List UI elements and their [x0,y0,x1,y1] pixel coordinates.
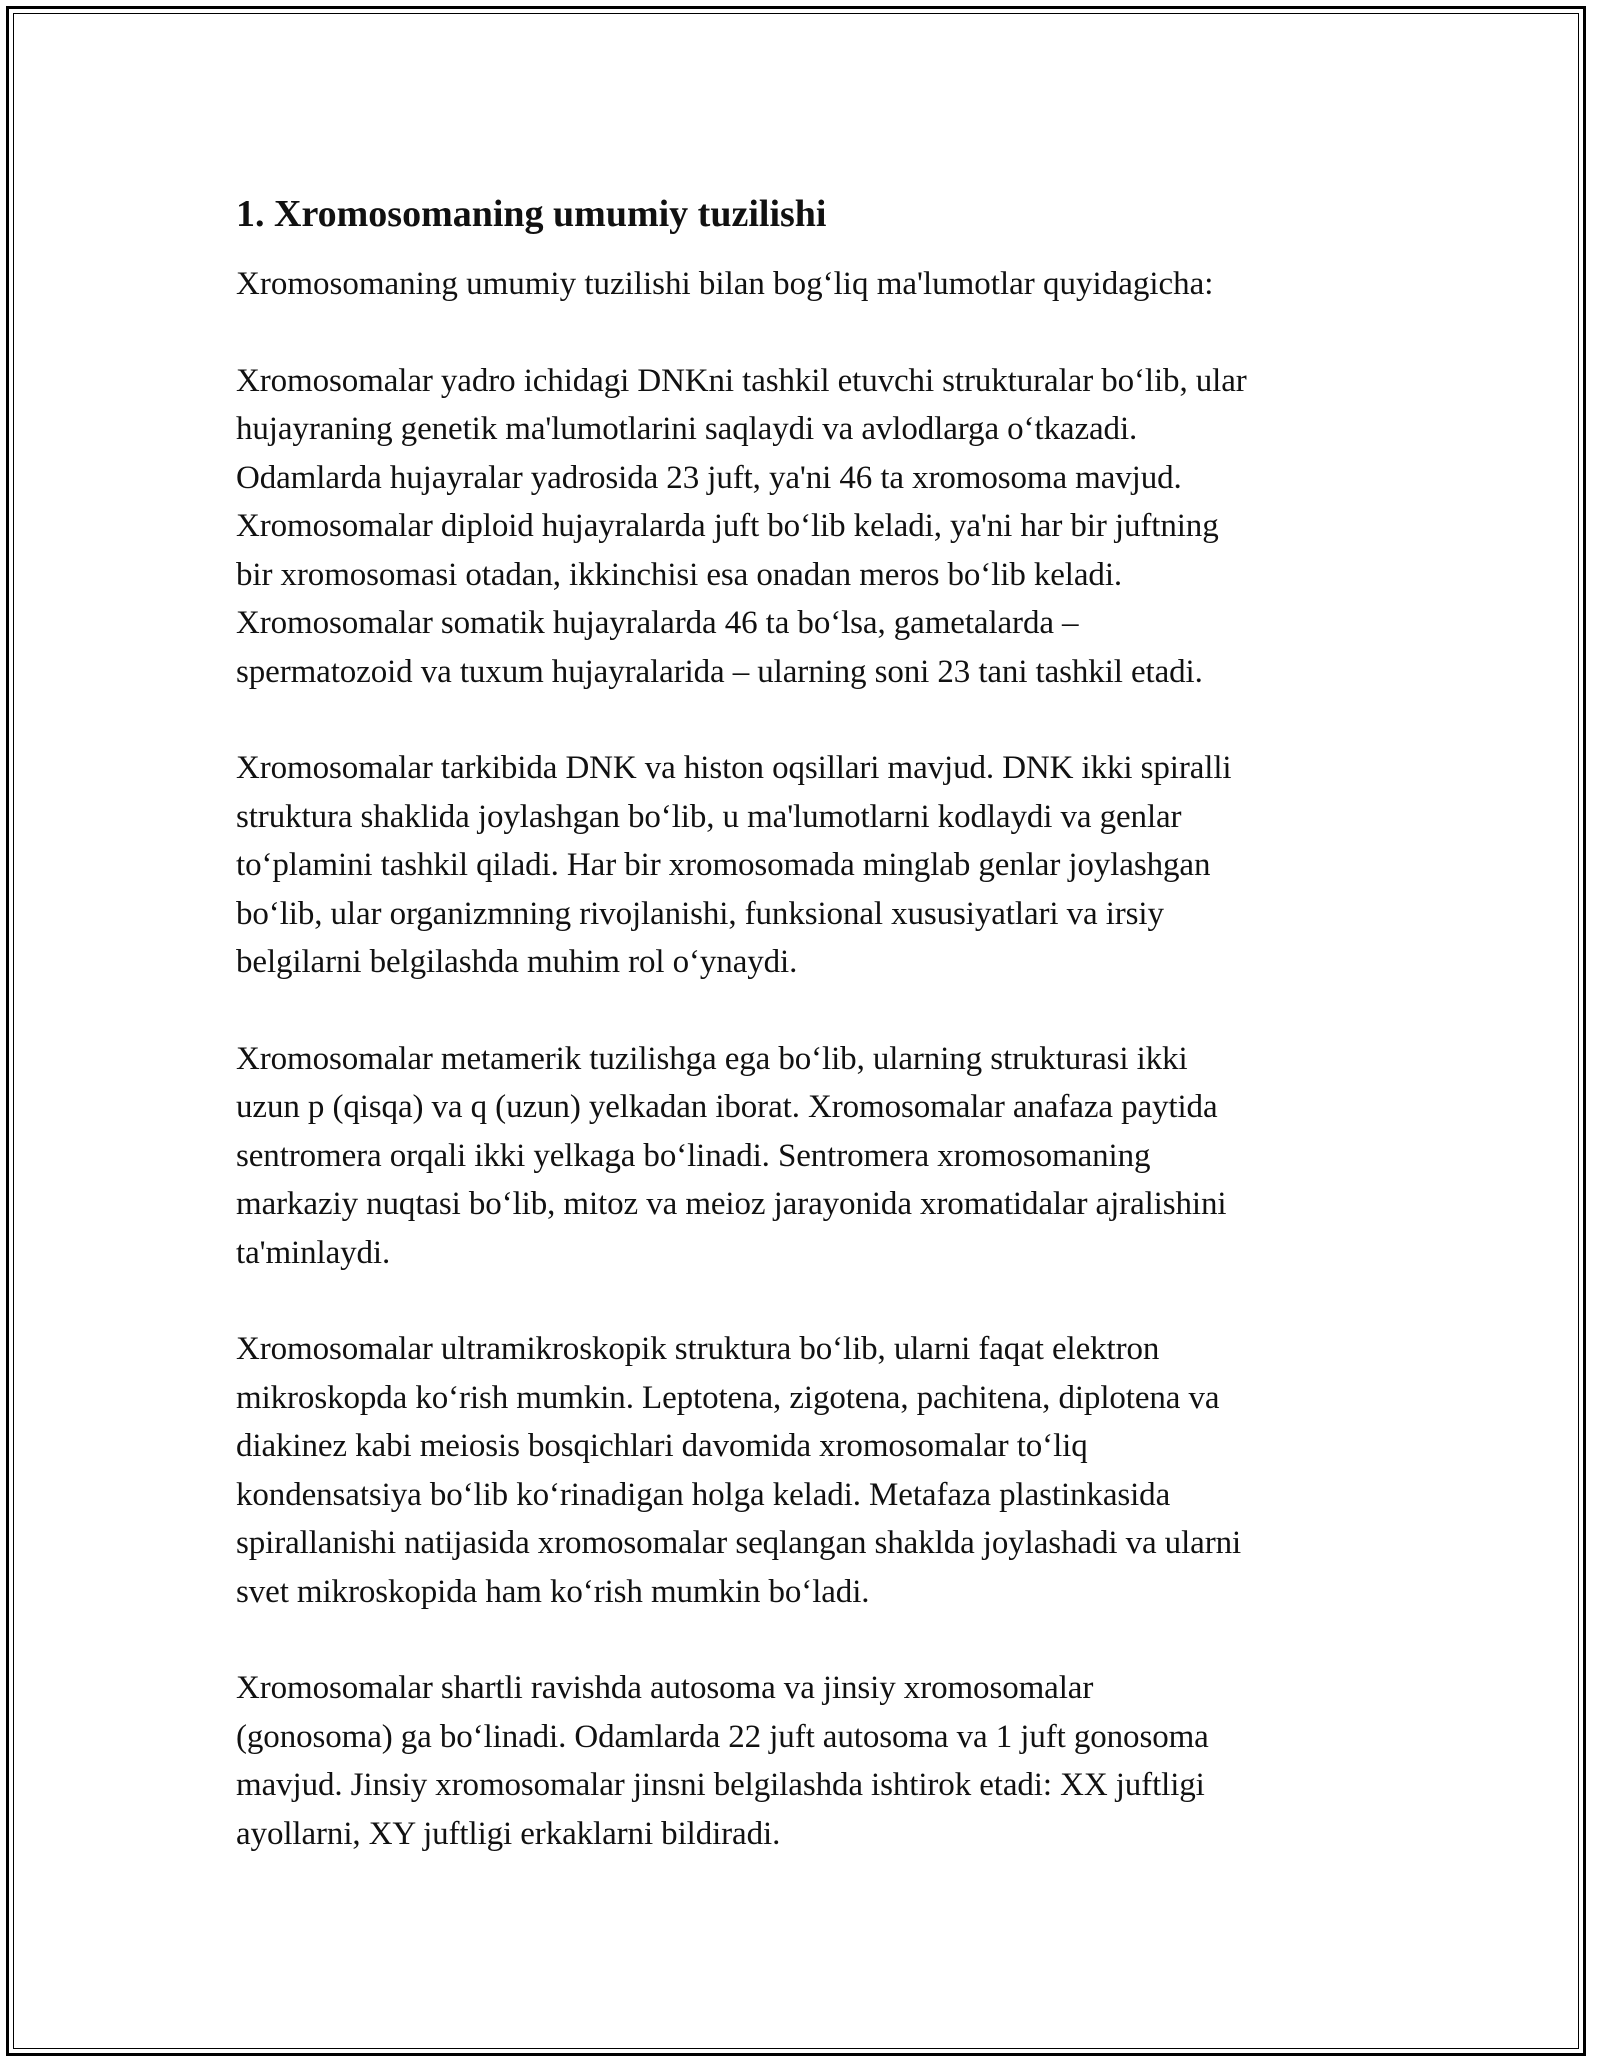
text-line: uzun p (qisqa) va q (uzun) yelkadan iborat. Xromosomalar anafaza paytida [236,1089,1218,1125]
text-line: Xromosomalar tarkibida DNK va histon oqsillari mavjud. DNK ikki spiralli [236,750,1232,786]
text-line: belgilarni belgilashda muhim rol o‘ynaydi. [236,944,798,980]
text-line: svet mikroskopida ham ko‘rish mumkin bo‘ladi. [236,1573,870,1610]
intro-paragraph: Xromosomaning umumiy tuzilishi bilan bog‘liq ma'lumotlar quyidagicha: [236,266,1214,302]
text-line: Xromosomalar shartli ravishda autosoma va jinsiy xromosomalar [236,1670,1094,1706]
text-line: Odamlarda hujayralar yadrosida 23 juft, ya'ni 46 ta xromosoma mavjud. [236,459,1182,496]
text-line: ayollarni, XY juftligi erkaklarni bildiradi. [236,1815,781,1852]
text-line: spirallanishi natijasida xromosomalar seqlangan shaklda joylashadi va ularni [236,1525,1242,1561]
paragraph-4 [236,1325,1366,1616]
text-line: bo‘lib, ular organizmning rivojlanishi, funksional xususiyatlari va irsiy [236,895,1164,932]
text-line: Xromosomalar diploid hujayralarda juft bo‘lib keladi, ya'ni har bir juftning [236,508,1219,544]
paragraph-5 [236,1664,1366,1858]
text-line: Xromosomalar metamerik tuzilishga ega bo‘lib, ularning strukturasi ikki [236,1040,1188,1077]
text-line: kondensatsiya bo‘lib ko‘rinadigan holga keladi. Metafaza plastinkasida [236,1476,1171,1513]
paragraph-3 [236,1035,1366,1278]
text-line: hujayraning genetik ma'lumotlarini saqlaydi va avlodlarga o‘tkazadi. [236,411,1138,447]
text-line: struktura shaklida joylashgan bo‘lib, u ma'lumotlarni kodlaydi va genlar [236,798,1182,835]
text-line: mikroskopda ko‘rish mumkin. Leptotena, zigotena, pachitena, diplotena va [236,1379,1220,1416]
text-line: to‘plamini tashkil qiladi. Har bir xromosomada minglab genlar joylashgan [236,847,1211,883]
text-line: markaziy nuqtasi bo‘lib, mitoz va meioz jarayonida xromatidalar ajralishini [236,1186,1227,1222]
text-line: spermatozoid va tuxum hujayralarida – ularning soni 23 tani tashkil etadi. [236,653,1203,690]
text-line: Xromosomalar somatik hujayralarda 46 ta bo‘lsa, gametalarda – [236,605,1079,641]
text-line: (gonosoma) ga bo‘linadi. Odamlarda 22 juft autosoma va 1 juft gonosoma [236,1718,1209,1755]
document-body [236,186,1366,1906]
text-line: bir xromosomasi otadan, ikkinchisi esa onadan meros bo‘lib keladi. [236,556,1123,593]
text-line: ta'minlaydi. [236,1234,391,1271]
text-line: sentromera orqali ikki yelkaga bo‘linadi. Sentromera xromosomaning [236,1137,1151,1174]
text-line: Xromosomalar ultramikroskopik struktura bo‘lib, ularni faqat elektron [236,1331,1160,1367]
paragraph-1 [236,357,1366,697]
paragraph-2 [236,744,1366,987]
text-line: Xromosomalar yadro ichidagi DNKni tashkil etuvchi strukturalar bo‘lib, ular [236,362,1247,399]
section-heading: 1. Xromosomaning umumiy tuzilishi [236,193,827,235]
text-line: mavjud. Jinsiy xromosomalar jinsni belgilashda ishtirok etadi: XX juftligi [236,1767,1205,1803]
text-line: diakinez kabi meiosis bosqichlari davomida xromosomalar to‘liq [236,1428,1088,1464]
